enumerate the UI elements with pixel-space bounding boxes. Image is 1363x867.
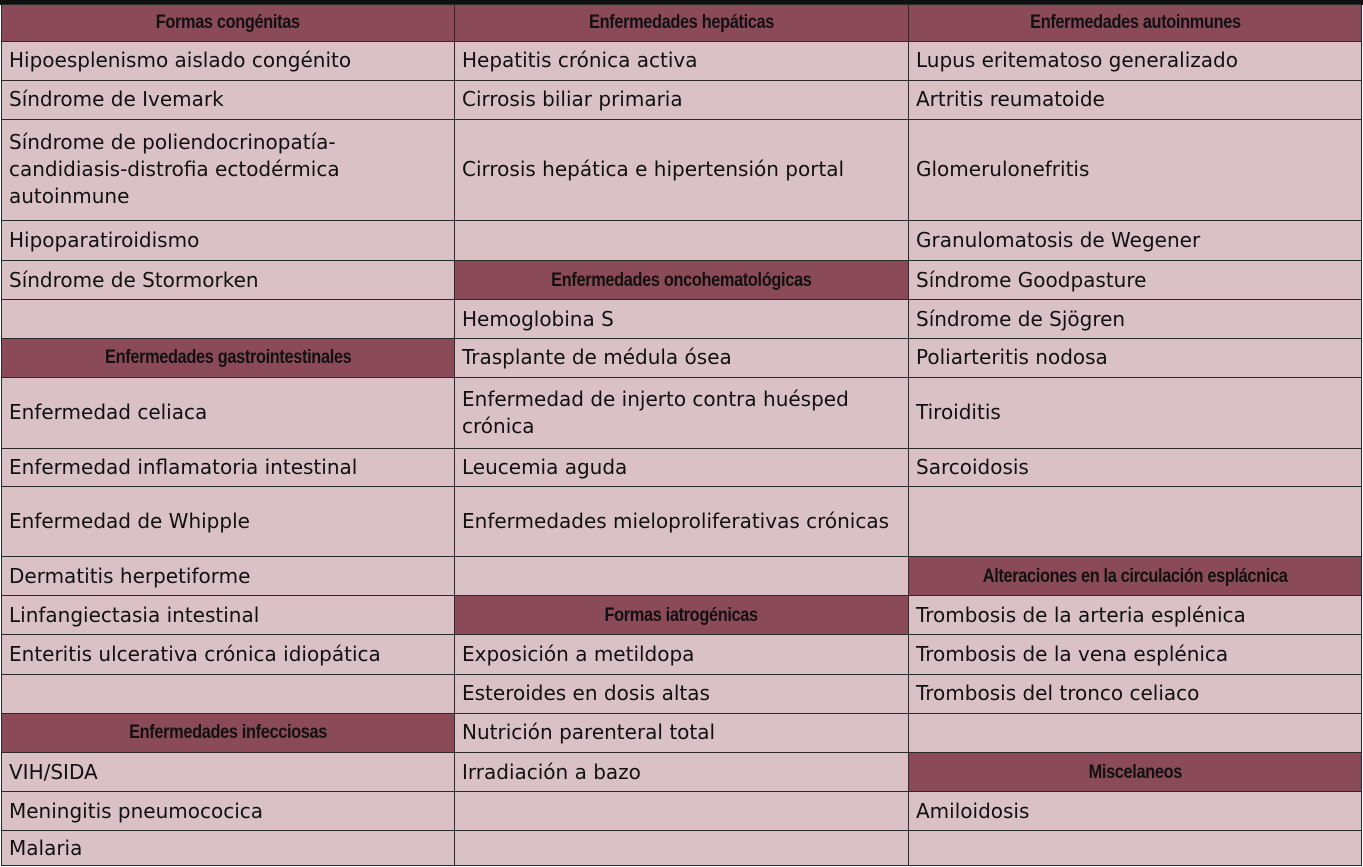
table-cell [455, 831, 909, 866]
table-cell [909, 831, 1362, 866]
table-cell: Artritis reumatoide [909, 81, 1362, 120]
table-cell: Glomerulonefritis [909, 119, 1362, 221]
section-header: Enfermedades gastrointestinales [2, 339, 455, 378]
table-cell: Esteroides en dosis altas [455, 675, 909, 714]
table-cell: Enfermedad de injerto contra huésped crónica [455, 377, 909, 448]
table-cell: Enfermedades mieloproliferativas crónicas [455, 487, 909, 557]
table-cell: Exposición a metildopa [455, 635, 909, 675]
table-row [2, 487, 1362, 557]
table-cell: Enfermedad inflamatoria intestinal [2, 448, 455, 487]
table-cell: Hipoesplenismo aislado congénito [2, 41, 455, 81]
table-cell: Síndrome de Ivemark [2, 81, 455, 120]
table-cell [909, 487, 1362, 557]
table-cell: Linfangiectasia intestinal [2, 595, 455, 635]
table-row [2, 791, 1362, 831]
table-row [2, 5, 1362, 42]
table-cell: Hipoparatiroidismo [2, 221, 455, 261]
table-cell [2, 675, 455, 714]
table-cell: Leucemia aguda [455, 448, 909, 487]
section-header: Enfermedades oncohematológicas [455, 260, 909, 300]
table-cell: Cirrosis hepática e hipertensión portal [455, 119, 909, 221]
section-header: Miscelaneos [909, 753, 1362, 792]
section-header: Formas congénitas [2, 5, 455, 42]
table-row [2, 119, 1362, 221]
table-row [2, 557, 1362, 596]
table-cell [455, 221, 909, 261]
table-cell [455, 791, 909, 831]
table-cell: Síndrome Goodpasture [909, 260, 1362, 300]
table-cell: Poliarteritis nodosa [909, 339, 1362, 378]
table-cell: Síndrome de Sjögren [909, 300, 1362, 339]
table-cell: Cirrosis biliar primaria [455, 81, 909, 120]
table-cell: Trombosis de la vena esplénica [909, 635, 1362, 675]
table-cell: Amiloidosis [909, 791, 1362, 831]
table-row [2, 448, 1362, 487]
table-cell: Nutrición parenteral total [455, 713, 909, 753]
table-row [2, 339, 1362, 378]
table-cell: Síndrome de Stormorken [2, 260, 455, 300]
table-cell: Meningitis pneumococica [2, 791, 455, 831]
table-cell: Trombosis del tronco celiaco [909, 675, 1362, 714]
table-cell: Hemoglobina S [455, 300, 909, 339]
table-row [2, 635, 1362, 675]
table-cell: Dermatitis herpetiforme [2, 557, 455, 596]
table-cell: Trasplante de médula ósea [455, 339, 909, 378]
table-row [2, 41, 1362, 81]
table-cell [2, 300, 455, 339]
table-cell: Malaria [2, 831, 455, 866]
table-row [2, 595, 1362, 635]
table-cell: Enfermedad celiaca [2, 377, 455, 448]
table-cell: Enteritis ulcerativa crónica idiopática [2, 635, 455, 675]
table-row [2, 377, 1362, 448]
table-cell: Enfermedad de Whipple [2, 487, 455, 557]
section-header: Enfermedades hepáticas [455, 5, 909, 42]
table-cell: Lupus eritematoso generalizado [909, 41, 1362, 81]
table-row [2, 221, 1362, 261]
table-row [2, 81, 1362, 120]
table-cell: Hepatitis crónica activa [455, 41, 909, 81]
table-cell [455, 557, 909, 596]
table-row [2, 753, 1362, 792]
section-header: Formas iatrogénicas [455, 595, 909, 635]
table-cell: Sarcoidosis [909, 448, 1362, 487]
table-cell: VIH/SIDA [2, 753, 455, 792]
table-cell: Irradiación a bazo [455, 753, 909, 792]
table-row [2, 260, 1362, 300]
table-cell [909, 713, 1362, 753]
section-header: Enfermedades infecciosas [2, 713, 455, 753]
table-row [2, 675, 1362, 714]
table-cell: Síndrome de poliendocrinopatía-candidiasis-distrofia ectodérmica autoinmune [2, 119, 455, 221]
table-row [2, 300, 1362, 339]
table-cell: Trombosis de la arteria esplénica [909, 595, 1362, 635]
table-row [2, 831, 1362, 866]
table-cell: Granulomatosis de Wegener [909, 221, 1362, 261]
section-header: Enfermedades autoinmunes [909, 5, 1362, 42]
section-header: Alteraciones en la circulación esplácnica [909, 557, 1362, 596]
table-cell: Tiroiditis [909, 377, 1362, 448]
causes-table [1, 4, 1362, 866]
table-row [2, 713, 1362, 753]
